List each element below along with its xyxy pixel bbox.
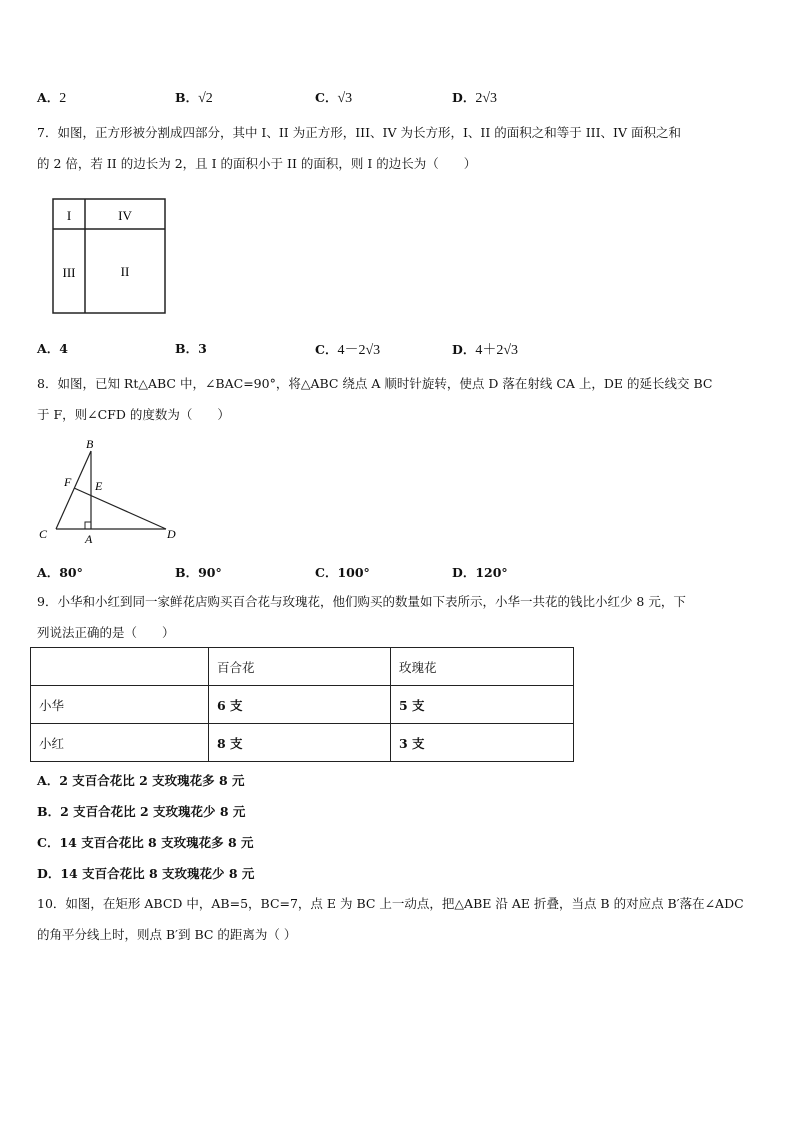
table-header-cell [31,648,209,686]
table-header-row [31,648,574,686]
q8-label-d: D [167,527,176,541]
table-row [31,724,574,762]
q7-line-1: 7．如图，正方形被分割成四部分，其中 I、II 为正方形，III、IV 为长方形，I、II 的面积之和等于 III、IV 面积之和 [37,125,681,140]
table-cell: 5 支 [391,686,574,724]
q7-label-iii: III [62,265,76,280]
q7-option-c: C．4－2√3 [315,342,381,358]
table-row [31,686,574,724]
table-cell: 3 支 [391,724,574,762]
q7-line-2: 的 2 倍，若 II 的边长为 2，且 I 的面积小于 II 的面积，则 I 的边长为（ ） [37,156,477,171]
q8-triangle-diagram [36,433,182,548]
q10-stem [37,888,757,950]
q6-option-d: D．2√3 [452,90,498,106]
q6-option-b: B．√2 [175,90,213,106]
q7-option-b: B．3 [175,341,207,356]
q9-stem [37,586,757,648]
table-header-cell: 百合花 [209,648,391,686]
q8-option-d: D．120° [452,565,508,580]
q7-stem [37,117,757,179]
q8-stem [37,368,757,430]
q6-option-c: C．√3 [315,90,353,106]
q7-option-a: A．4 [37,341,68,356]
q9-option-b: B．2 支百合花比 2 支玫瑰花少 8 元 [37,804,246,819]
q8-label-b: B [86,437,94,451]
q10-line-2: 的角平分线上时，则点 B′到 BC 的距离为（ ） [37,927,297,942]
q8-label-a: A [85,532,93,546]
q7-square-diagram [52,198,166,314]
q8-line-2: 于 F，则∠CFD 的度数为（ ） [37,407,230,422]
q10-line-1: 10．如图，在矩形 ABCD 中，AB=5，BC=7，点 E 为 BC 上一动点，把△ABE 沿 AE 折叠，当点 B 的对应点 B′落在∠ADC [37,896,744,911]
q7-label-ii: II [120,264,130,279]
q8-label-e: E [95,479,103,493]
q9-option-c: C．14 支百合花比 8 支玫瑰花多 8 元 [37,835,254,850]
q9-option-a: A．2 支百合花比 2 支玫瑰花多 8 元 [37,773,245,788]
table-cell: 8 支 [209,724,391,762]
table-header-cell: 玫瑰花 [391,648,574,686]
q7-label-iv: IV [118,208,132,223]
q8-line-1: 8．如图，已知 Rt△ABC 中，∠BAC=90°，将△ABC 绕点 A 顺时针旋转，使点 D 落在射线 CA 上，DE 的延长线交 BC [37,376,713,391]
q8-option-b: B．90° [175,565,222,580]
q7-label-i: I [66,208,72,223]
q8-figure [36,433,182,548]
table-cell: 小华 [31,686,209,724]
table-cell: 6 支 [209,686,391,724]
q9-line-1: 9．小华和小红到同一家鲜花店购买百合花与玫瑰花，他们购买的数量如下表所示，小华一共花的钱比小红少 8 元，下 [37,594,686,609]
q8-option-c: C．100° [315,565,370,580]
q8-option-a: A．80° [37,565,83,580]
q9-line-2: 列说法正确的是（ ） [37,625,175,640]
q9-table [30,647,574,762]
q8-label-f: F [64,475,72,489]
table-cell: 小红 [31,724,209,762]
q9-option-d: D．14 支百合花比 8 支玫瑰花少 8 元 [37,866,255,881]
q8-label-c: C [39,527,48,541]
q6-option-a: A．2 [37,90,67,106]
q7-figure [52,198,166,314]
q7-option-d: D．4＋2√3 [452,342,519,358]
